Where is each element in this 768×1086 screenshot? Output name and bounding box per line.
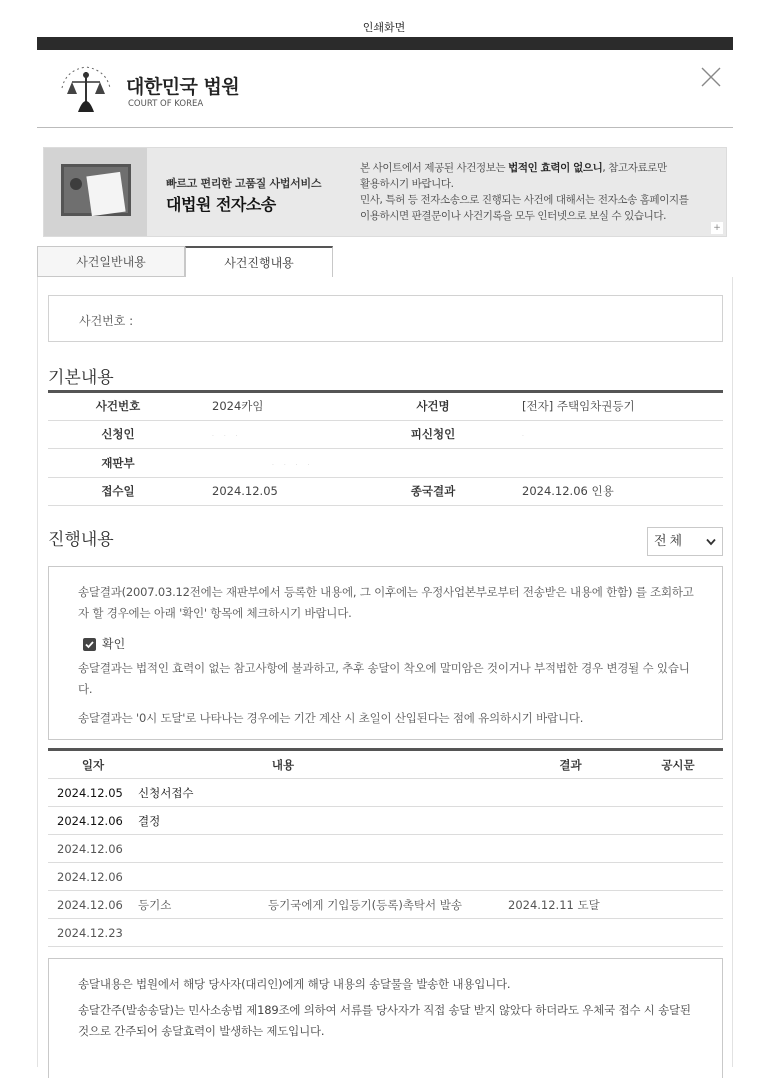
banner-notice [360,160,710,224]
logo-subtitle: COURT OF KOREA [128,99,204,109]
row-date: 2024.12.06 [48,863,138,891]
value-applicant-redacted [188,420,368,449]
column-header-content: 내용 [138,750,508,779]
value-case-name: [전자] 주택임차권등기 [498,392,723,421]
value-final-result: 2024.12.06 인용 [498,477,723,506]
row-date: 2024.12.23 [48,919,138,947]
row-notice [633,891,723,919]
row-content: 결정 [138,807,268,835]
row-date: 2024.12.06 [48,807,138,835]
delivery-disclaimer-text: 송달결과는 법적인 효력이 없는 참고사항에 불과하고, 추후 송달이 착오에 말미암은 것이거나 부적법한 경우 변경될 수 있습니다. [78,661,690,696]
row-notice [633,779,723,807]
close-icon[interactable] [696,62,726,92]
row-result [508,779,633,807]
row-detail [268,807,508,835]
basic-info-table [48,390,723,506]
table-row [48,392,723,421]
row-detail [268,835,508,863]
table-row [48,891,723,919]
row-result [508,807,633,835]
table-row [48,477,723,506]
top-bar [37,37,733,50]
row-notice [633,807,723,835]
value-received-date: 2024.12.05 [188,477,368,506]
label-case-number: 사건번호 [48,392,188,421]
confirm-label[interactable]: 확인 [102,637,126,651]
banner-service-name: 대법원 전자소송 [166,195,276,214]
banner-notice-emphasis: 법적인 효력이 없으니 [508,162,603,174]
row-content [138,863,268,891]
filter-selected-value: 전체 [654,534,686,549]
label-respondent: 피신청인 [368,420,498,449]
chevron-down-icon [706,538,716,546]
row-detail [268,863,508,891]
redacted-text: · [522,433,528,441]
document-illustration [86,172,125,216]
progress-table [48,748,723,947]
row-notice [633,919,723,947]
redacted-text: · · · · [272,461,314,469]
row-notice [633,863,723,891]
table-row [48,420,723,449]
row-detail: 등기국에게 기입등기(등록)촉탁서 발송 [268,891,508,919]
row-content [138,919,268,947]
gavel-illustration [70,178,82,190]
label-final-result: 종국결과 [368,477,498,506]
label-court-division: 재판부 [48,449,188,478]
label-received-date: 접수일 [48,477,188,506]
row-result [508,863,633,891]
logo-name: 대한민국 법원 [126,76,240,98]
header-divider [37,127,733,128]
row-content: 신청서접수 [138,779,268,807]
table-row [48,919,723,947]
table-row [48,807,723,835]
row-date: 2024.12.05 [48,779,138,807]
row-result [508,919,633,947]
tab-case-general[interactable]: 사건일반내용 [37,246,185,277]
progress-filter-select[interactable] [647,527,723,556]
table-row [48,779,723,807]
delivery-notice-box [48,958,723,1078]
table-row [48,835,723,863]
row-content: 등기소 [138,891,268,919]
table-row [48,863,723,891]
label-applicant: 신청인 [48,420,188,449]
e-litigation-banner[interactable] [43,147,727,237]
column-header-date: 일자 [48,750,138,779]
banner-notice-text: 본 사이트에서 제공된 사건정보는 [360,162,509,174]
row-detail [268,779,508,807]
redacted-text: · · · [212,433,242,441]
column-header-result: 결과 [508,750,633,779]
banner-slogan: 빠르고 편리한 고품질 사법서비스 [166,177,322,190]
row-result [508,835,633,863]
case-tabs [37,246,733,278]
column-header-notice: 공시문 [633,750,723,779]
row-notice [633,835,723,863]
banner-notice-text: 민사, 특허 등 전자소송으로 진행되는 사건에 대해서는 전자소송 홈페이지를 [360,194,689,206]
banner-notice-text: 활용하시기 바랍니다. [360,178,454,190]
banner-notice-text: 이용하시면 판결문이나 사건기록을 모두 인터넷으로 보실 수 있습니다. [360,210,667,222]
banner-notice-text: , 참고자료로만 [602,162,667,174]
deemed-delivery-note: 송달간주(발송송달)는 민사소송법 제189조에 의하여 서류를 당사자가 직접 송달 받지 않았다 하더라도 우체국 접수 시 송달된 것으로 간주되어 송달효력이 발생하는 제도입니다. [78,1003,691,1038]
print-title: 인쇄화면 [362,21,406,34]
delivery-info-text: 송달결과(2007.03.12전에는 재판부에서 등록한 내용에, 그 이후에는 우정사업본부로부터 전송받은 내용에 한함) 를 조회하고자 할 경우에는 아래 '확인' 항목에 체크하시기 바랍니다. [78,585,694,620]
value-court-division-redacted [188,449,723,478]
row-result: 2024.12.11 도달 [508,891,633,919]
case-number-label: 사건번호 : [79,314,134,328]
delivery-content-note: 송달내용은 법원에서 해당 당사자(대리인)에게 해당 내용의 송달물을 발송한 내용입니다. [78,977,511,991]
plus-icon[interactable]: + [711,222,723,234]
delivery-info-box [48,566,723,740]
value-respondent-redacted [498,420,723,449]
court-logo[interactable] [56,62,286,118]
tab-case-progress[interactable]: 사건진행내용 [185,246,333,277]
row-detail [268,919,508,947]
row-date: 2024.12.06 [48,891,138,919]
banner-image [44,148,147,236]
row-content [138,835,268,863]
value-case-number: 2024카임 [188,392,368,421]
progress-title: 진행내용 [48,530,114,550]
checkbox-checked-icon[interactable] [83,638,96,651]
table-row [48,449,723,478]
basic-info-title: 기본내용 [48,368,114,388]
row-date: 2024.12.06 [48,835,138,863]
delivery-timing-note: 송달결과는 '0시 도달'로 나타나는 경우에는 기간 계산 시 초일이 산입된다는 점에 유의하시기 바랍니다. [78,711,584,725]
court-emblem-icon [56,62,116,118]
table-header-row [48,750,723,779]
label-case-name: 사건명 [368,392,498,421]
case-number-box [48,295,723,342]
